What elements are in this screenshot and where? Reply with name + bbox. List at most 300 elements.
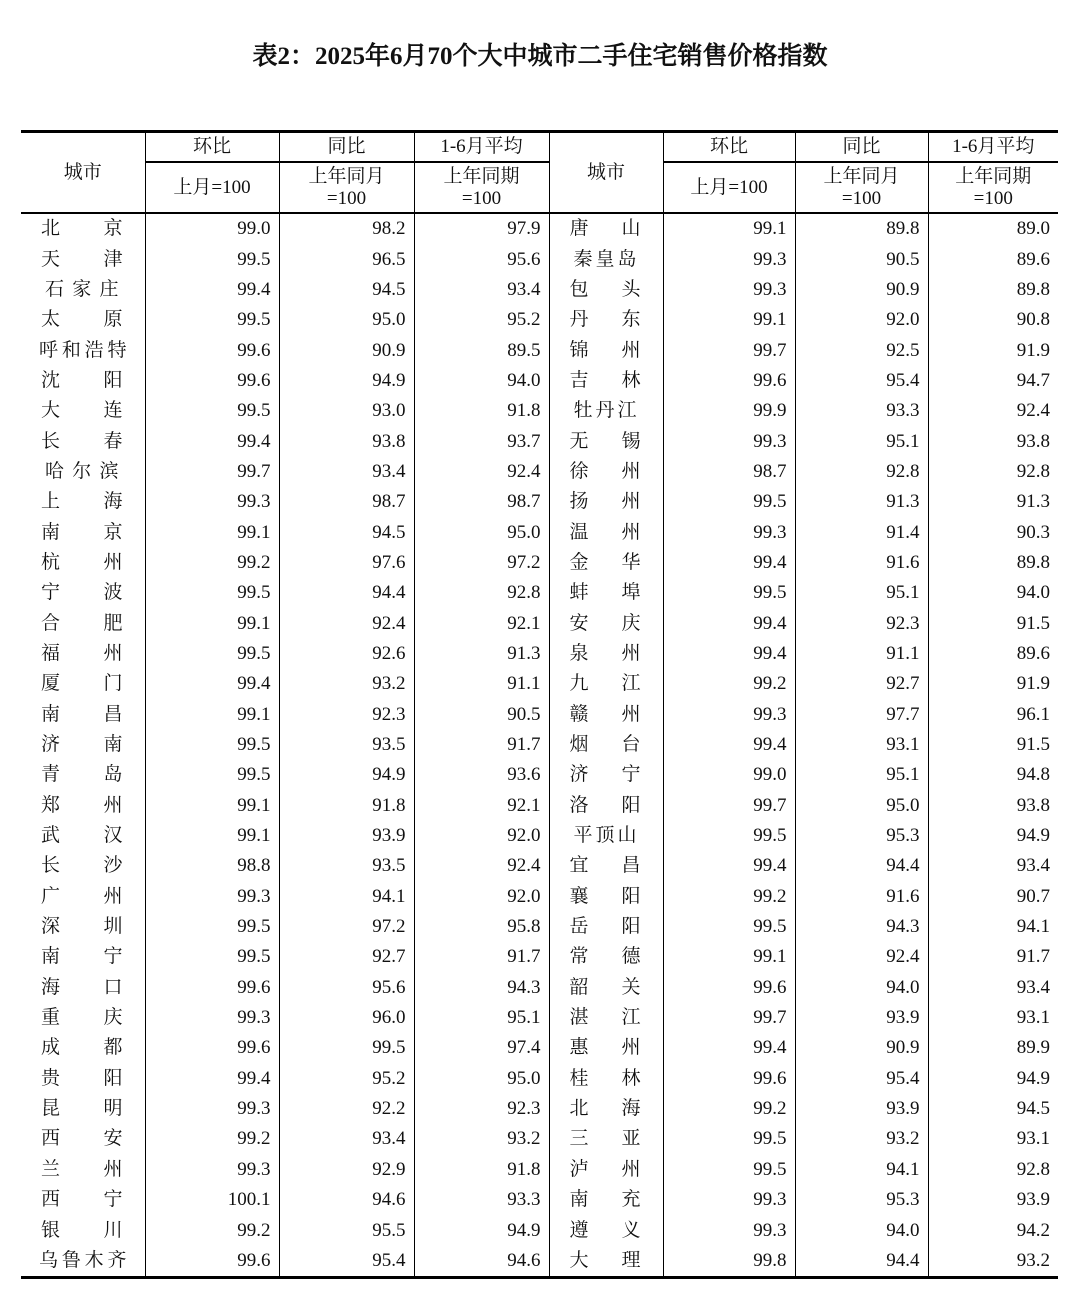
city-name-left: 西 宁 xyxy=(21,1185,145,1215)
avg-value-right: 93.1 xyxy=(928,1003,1058,1033)
mom-value-right: 99.2 xyxy=(663,1094,795,1124)
avg-value-right: 94.8 xyxy=(928,760,1058,790)
table-row xyxy=(21,700,1058,730)
avg-value-left: 91.7 xyxy=(414,942,549,972)
table-row xyxy=(21,882,1058,912)
mom-value-right: 99.5 xyxy=(663,821,795,851)
mom-value-right: 99.4 xyxy=(663,608,795,638)
city-name-left: 天 津 xyxy=(21,244,145,274)
city-name-right: 湛 江 xyxy=(549,1003,663,1033)
yoy-value-right: 89.8 xyxy=(795,213,928,244)
avg-value-right: 93.1 xyxy=(928,1124,1058,1154)
avg-value-right: 93.9 xyxy=(928,1185,1058,1215)
table-row xyxy=(21,396,1058,426)
yoy-value-right: 94.4 xyxy=(795,1246,928,1278)
mom-value-right: 99.4 xyxy=(663,730,795,760)
city-name-right: 常 德 xyxy=(549,942,663,972)
mom-value-left: 99.5 xyxy=(145,730,279,760)
mom-value-left: 99.1 xyxy=(145,517,279,547)
table-row xyxy=(21,791,1058,821)
yoy-value-left: 92.2 xyxy=(279,1094,414,1124)
mom-value-right: 99.3 xyxy=(663,1185,795,1215)
mom-value-right: 99.8 xyxy=(663,1246,795,1278)
yoy-value-left: 93.8 xyxy=(279,426,414,456)
mom-value-right: 99.6 xyxy=(663,973,795,1003)
avg-value-left: 94.3 xyxy=(414,973,549,1003)
avg-value-right: 93.8 xyxy=(928,791,1058,821)
avg-value-right: 91.5 xyxy=(928,608,1058,638)
city-name-right: 襄 阳 xyxy=(549,882,663,912)
city-name-left: 武 汉 xyxy=(21,821,145,851)
avg-value-right: 94.9 xyxy=(928,1064,1058,1094)
avg-value-left: 93.4 xyxy=(414,275,549,305)
yoy-value-left: 95.4 xyxy=(279,1246,414,1278)
avg-value-right: 89.8 xyxy=(928,275,1058,305)
mom-value-right: 99.4 xyxy=(663,548,795,578)
mom-value-left: 99.3 xyxy=(145,882,279,912)
mom-value-right: 99.2 xyxy=(663,669,795,699)
mom-value-right: 99.6 xyxy=(663,366,795,396)
city-name-left: 沈 阳 xyxy=(21,366,145,396)
avg-value-left: 97.4 xyxy=(414,1033,549,1063)
avg-value-right: 94.7 xyxy=(928,366,1058,396)
mom-value-left: 99.5 xyxy=(145,942,279,972)
yoy-value-right: 95.4 xyxy=(795,366,928,396)
avg-value-right: 96.1 xyxy=(928,700,1058,730)
mom-value-right: 99.3 xyxy=(663,426,795,456)
avg-value-left: 95.1 xyxy=(414,1003,549,1033)
city-name-left: 长 沙 xyxy=(21,851,145,881)
table-row xyxy=(21,1215,1058,1245)
avg-value-left: 91.7 xyxy=(414,730,549,760)
city-name-left: 南 京 xyxy=(21,517,145,547)
mom-value-left: 99.3 xyxy=(145,487,279,517)
city-name-right: 金 华 xyxy=(549,548,663,578)
mom-value-right: 99.5 xyxy=(663,1155,795,1185)
mom-value-right: 99.3 xyxy=(663,517,795,547)
table-row xyxy=(21,1185,1058,1215)
table-row xyxy=(21,426,1058,456)
avg-value-left: 92.4 xyxy=(414,457,549,487)
mom-value-right: 99.5 xyxy=(663,912,795,942)
city-name-left: 深 圳 xyxy=(21,912,145,942)
yoy-value-left: 98.7 xyxy=(279,487,414,517)
header-avg-base-left: 上年同期 =100 xyxy=(414,162,549,213)
avg-value-left: 92.4 xyxy=(414,851,549,881)
table-row xyxy=(21,1094,1058,1124)
mom-value-left: 99.6 xyxy=(145,335,279,365)
city-name-right: 济 宁 xyxy=(549,760,663,790)
mom-value-right: 99.7 xyxy=(663,791,795,821)
avg-value-left: 92.8 xyxy=(414,578,549,608)
mom-value-left: 100.1 xyxy=(145,1185,279,1215)
yoy-value-right: 95.0 xyxy=(795,791,928,821)
city-name-left: 太 原 xyxy=(21,305,145,335)
mom-value-right: 99.0 xyxy=(663,760,795,790)
table-row xyxy=(21,1155,1058,1185)
yoy-value-left: 94.6 xyxy=(279,1185,414,1215)
yoy-value-left: 94.5 xyxy=(279,275,414,305)
table-row xyxy=(21,548,1058,578)
header-yoy-right: 同比 xyxy=(795,132,928,163)
city-name-right: 温 州 xyxy=(549,517,663,547)
city-name-right: 惠 州 xyxy=(549,1033,663,1063)
yoy-value-left: 90.9 xyxy=(279,335,414,365)
mom-value-right: 99.7 xyxy=(663,335,795,365)
mom-value-left: 99.1 xyxy=(145,700,279,730)
table-body xyxy=(21,213,1058,1278)
avg-value-left: 93.7 xyxy=(414,426,549,456)
yoy-value-right: 93.2 xyxy=(795,1124,928,1154)
yoy-value-left: 94.5 xyxy=(279,517,414,547)
yoy-value-left: 99.5 xyxy=(279,1033,414,1063)
table-row xyxy=(21,608,1058,638)
table-row xyxy=(21,517,1058,547)
mom-value-right: 99.1 xyxy=(663,305,795,335)
yoy-value-right: 94.4 xyxy=(795,851,928,881)
yoy-value-right: 91.4 xyxy=(795,517,928,547)
yoy-value-left: 93.2 xyxy=(279,669,414,699)
mom-value-right: 99.4 xyxy=(663,1033,795,1063)
avg-value-left: 95.2 xyxy=(414,305,549,335)
avg-value-left: 97.9 xyxy=(414,213,549,244)
city-name-right: 锦 州 xyxy=(549,335,663,365)
mom-value-left: 99.5 xyxy=(145,760,279,790)
city-name-right: 秦 皇 岛 xyxy=(549,244,663,274)
city-name-left: 广 州 xyxy=(21,882,145,912)
yoy-value-right: 95.1 xyxy=(795,426,928,456)
yoy-value-left: 92.7 xyxy=(279,942,414,972)
table-row xyxy=(21,305,1058,335)
table-row xyxy=(21,973,1058,1003)
city-name-left: 南 宁 xyxy=(21,942,145,972)
yoy-value-left: 92.9 xyxy=(279,1155,414,1185)
avg-value-right: 90.8 xyxy=(928,305,1058,335)
yoy-value-right: 95.3 xyxy=(795,821,928,851)
city-name-left: 成 都 xyxy=(21,1033,145,1063)
mom-value-right: 99.3 xyxy=(663,244,795,274)
yoy-value-right: 90.9 xyxy=(795,1033,928,1063)
table-row xyxy=(21,275,1058,305)
city-name-right: 遵 义 xyxy=(549,1215,663,1245)
table-row xyxy=(21,851,1058,881)
yoy-value-left: 96.5 xyxy=(279,244,414,274)
avg-value-right: 94.9 xyxy=(928,821,1058,851)
header-mom-base-left: 上月=100 xyxy=(145,162,279,213)
avg-value-right: 91.5 xyxy=(928,730,1058,760)
mom-value-left: 99.1 xyxy=(145,608,279,638)
mom-value-left: 99.5 xyxy=(145,912,279,942)
avg-value-left: 93.2 xyxy=(414,1124,549,1154)
mom-value-right: 99.2 xyxy=(663,882,795,912)
city-name-left: 大 连 xyxy=(21,396,145,426)
avg-value-left: 95.6 xyxy=(414,244,549,274)
mom-value-left: 99.5 xyxy=(145,305,279,335)
city-name-right: 韶 关 xyxy=(549,973,663,1003)
mom-value-left: 99.4 xyxy=(145,275,279,305)
yoy-value-left: 94.1 xyxy=(279,882,414,912)
avg-value-left: 95.0 xyxy=(414,1064,549,1094)
avg-value-right: 91.3 xyxy=(928,487,1058,517)
city-name-right: 平 顶 山 xyxy=(549,821,663,851)
avg-value-right: 94.5 xyxy=(928,1094,1058,1124)
table-row xyxy=(21,244,1058,274)
header-mom-left: 环比 xyxy=(145,132,279,163)
city-name-left: 乌 鲁 木 齐 xyxy=(21,1246,145,1278)
avg-value-left: 92.1 xyxy=(414,608,549,638)
yoy-value-left: 97.6 xyxy=(279,548,414,578)
mom-value-left: 98.8 xyxy=(145,851,279,881)
city-name-right: 徐 州 xyxy=(549,457,663,487)
city-name-left: 青 岛 xyxy=(21,760,145,790)
mom-value-left: 99.4 xyxy=(145,1064,279,1094)
avg-value-left: 97.2 xyxy=(414,548,549,578)
mom-value-right: 99.3 xyxy=(663,1215,795,1245)
mom-value-left: 99.3 xyxy=(145,1094,279,1124)
city-name-left: 重 庆 xyxy=(21,1003,145,1033)
yoy-value-left: 92.3 xyxy=(279,700,414,730)
yoy-value-right: 91.1 xyxy=(795,639,928,669)
avg-value-right: 92.8 xyxy=(928,1155,1058,1185)
mom-value-right: 99.5 xyxy=(663,1124,795,1154)
yoy-value-right: 92.8 xyxy=(795,457,928,487)
avg-value-left: 92.3 xyxy=(414,1094,549,1124)
avg-value-right: 93.2 xyxy=(928,1246,1058,1278)
header-avg-left: 1-6月平均 xyxy=(414,132,549,163)
mom-value-left: 99.1 xyxy=(145,791,279,821)
avg-value-right: 90.3 xyxy=(928,517,1058,547)
mom-value-left: 99.1 xyxy=(145,821,279,851)
mom-value-left: 99.6 xyxy=(145,366,279,396)
mom-value-left: 99.0 xyxy=(145,213,279,244)
mom-value-left: 99.2 xyxy=(145,548,279,578)
avg-value-left: 92.0 xyxy=(414,882,549,912)
city-name-left: 杭 州 xyxy=(21,548,145,578)
avg-value-left: 90.5 xyxy=(414,700,549,730)
yoy-value-right: 95.1 xyxy=(795,578,928,608)
avg-value-right: 94.0 xyxy=(928,578,1058,608)
avg-value-left: 92.0 xyxy=(414,821,549,851)
table-row xyxy=(21,760,1058,790)
avg-value-right: 92.4 xyxy=(928,396,1058,426)
city-name-right: 宜 昌 xyxy=(549,851,663,881)
yoy-value-right: 95.3 xyxy=(795,1185,928,1215)
mom-value-left: 99.6 xyxy=(145,1033,279,1063)
yoy-value-left: 95.6 xyxy=(279,973,414,1003)
city-name-left: 海 口 xyxy=(21,973,145,1003)
table-row xyxy=(21,366,1058,396)
yoy-value-right: 94.1 xyxy=(795,1155,928,1185)
avg-value-right: 93.4 xyxy=(928,973,1058,1003)
city-name-left: 济 南 xyxy=(21,730,145,760)
header-avg-right: 1-6月平均 xyxy=(928,132,1058,163)
city-name-right: 岳 阳 xyxy=(549,912,663,942)
city-name-right: 南 充 xyxy=(549,1185,663,1215)
yoy-value-right: 92.0 xyxy=(795,305,928,335)
avg-value-left: 94.9 xyxy=(414,1215,549,1245)
header-city-right: 城市 xyxy=(549,132,663,214)
table-row xyxy=(21,730,1058,760)
mom-value-right: 99.6 xyxy=(663,1064,795,1094)
yoy-value-right: 93.3 xyxy=(795,396,928,426)
city-name-right: 九 江 xyxy=(549,669,663,699)
avg-value-right: 90.7 xyxy=(928,882,1058,912)
mom-value-left: 99.5 xyxy=(145,244,279,274)
yoy-value-right: 93.9 xyxy=(795,1003,928,1033)
yoy-value-left: 94.9 xyxy=(279,366,414,396)
city-name-right: 桂 林 xyxy=(549,1064,663,1094)
city-name-right: 唐 山 xyxy=(549,213,663,244)
header-city-left: 城市 xyxy=(21,132,145,214)
city-name-right: 丹 东 xyxy=(549,305,663,335)
header-avg-base-right: 上年同期 =100 xyxy=(928,162,1058,213)
city-name-left: 长 春 xyxy=(21,426,145,456)
yoy-value-left: 93.9 xyxy=(279,821,414,851)
avg-value-right: 91.9 xyxy=(928,669,1058,699)
header-yoy-base-left: 上年同月 =100 xyxy=(279,162,414,213)
yoy-value-right: 90.9 xyxy=(795,275,928,305)
city-name-left: 郑 州 xyxy=(21,791,145,821)
city-name-left: 合 肥 xyxy=(21,608,145,638)
yoy-value-right: 94.0 xyxy=(795,1215,928,1245)
mom-value-right: 99.3 xyxy=(663,275,795,305)
table-row xyxy=(21,639,1058,669)
table-row xyxy=(21,821,1058,851)
yoy-value-right: 94.3 xyxy=(795,912,928,942)
avg-value-right: 89.9 xyxy=(928,1033,1058,1063)
mom-value-right: 99.5 xyxy=(663,487,795,517)
yoy-value-left: 94.4 xyxy=(279,578,414,608)
yoy-value-right: 97.7 xyxy=(795,700,928,730)
avg-value-right: 92.8 xyxy=(928,457,1058,487)
avg-value-right: 91.7 xyxy=(928,942,1058,972)
mom-value-left: 99.5 xyxy=(145,396,279,426)
avg-value-right: 89.6 xyxy=(928,244,1058,274)
table-row xyxy=(21,213,1058,244)
table-row xyxy=(21,1064,1058,1094)
mom-value-right: 99.1 xyxy=(663,213,795,244)
city-name-right: 安 庆 xyxy=(549,608,663,638)
city-name-right: 无 锡 xyxy=(549,426,663,456)
mom-value-left: 99.7 xyxy=(145,457,279,487)
city-name-left: 南 昌 xyxy=(21,700,145,730)
avg-value-left: 94.0 xyxy=(414,366,549,396)
city-name-left: 西 安 xyxy=(21,1124,145,1154)
city-name-right: 北 海 xyxy=(549,1094,663,1124)
mom-value-left: 99.2 xyxy=(145,1215,279,1245)
yoy-value-left: 92.6 xyxy=(279,639,414,669)
yoy-value-left: 93.4 xyxy=(279,1124,414,1154)
yoy-value-left: 95.2 xyxy=(279,1064,414,1094)
city-name-right: 吉 林 xyxy=(549,366,663,396)
avg-value-left: 89.5 xyxy=(414,335,549,365)
city-name-right: 泉 州 xyxy=(549,639,663,669)
yoy-value-left: 92.4 xyxy=(279,608,414,638)
city-name-left: 银 川 xyxy=(21,1215,145,1245)
header-yoy-base-right: 上年同月 =100 xyxy=(795,162,928,213)
table-row xyxy=(21,942,1058,972)
table-row xyxy=(21,487,1058,517)
yoy-value-left: 91.8 xyxy=(279,791,414,821)
avg-value-right: 94.1 xyxy=(928,912,1058,942)
table-row xyxy=(21,912,1058,942)
mom-value-left: 99.6 xyxy=(145,973,279,1003)
city-name-left: 昆 明 xyxy=(21,1094,145,1124)
price-index-table xyxy=(21,130,1058,1279)
yoy-value-right: 92.3 xyxy=(795,608,928,638)
avg-value-left: 91.8 xyxy=(414,396,549,426)
table-row xyxy=(21,1246,1058,1278)
avg-value-left: 95.0 xyxy=(414,517,549,547)
yoy-value-right: 94.0 xyxy=(795,973,928,1003)
avg-value-left: 91.3 xyxy=(414,639,549,669)
city-name-right: 包 头 xyxy=(549,275,663,305)
city-name-right: 扬 州 xyxy=(549,487,663,517)
avg-value-left: 93.3 xyxy=(414,1185,549,1215)
avg-value-right: 89.8 xyxy=(928,548,1058,578)
avg-value-left: 91.1 xyxy=(414,669,549,699)
header-mom-right: 环比 xyxy=(663,132,795,163)
city-name-right: 牡 丹 江 xyxy=(549,396,663,426)
yoy-value-left: 95.5 xyxy=(279,1215,414,1245)
yoy-value-right: 92.4 xyxy=(795,942,928,972)
avg-value-right: 89.0 xyxy=(928,213,1058,244)
city-name-right: 烟 台 xyxy=(549,730,663,760)
table-row xyxy=(21,457,1058,487)
city-name-left: 北 京 xyxy=(21,213,145,244)
city-name-right: 赣 州 xyxy=(549,700,663,730)
mom-value-left: 99.4 xyxy=(145,426,279,456)
city-name-right: 三 亚 xyxy=(549,1124,663,1154)
avg-value-left: 95.8 xyxy=(414,912,549,942)
mom-value-left: 99.3 xyxy=(145,1003,279,1033)
mom-value-left: 99.2 xyxy=(145,1124,279,1154)
yoy-value-right: 90.5 xyxy=(795,244,928,274)
yoy-value-left: 98.2 xyxy=(279,213,414,244)
yoy-value-left: 93.0 xyxy=(279,396,414,426)
table-row xyxy=(21,335,1058,365)
mom-value-right: 99.4 xyxy=(663,639,795,669)
city-name-left: 上 海 xyxy=(21,487,145,517)
avg-value-left: 94.6 xyxy=(414,1246,549,1278)
yoy-value-right: 91.6 xyxy=(795,548,928,578)
city-name-left: 兰 州 xyxy=(21,1155,145,1185)
city-name-right: 洛 阳 xyxy=(549,791,663,821)
city-name-left: 呼 和 浩 特 xyxy=(21,335,145,365)
yoy-value-right: 92.5 xyxy=(795,335,928,365)
mom-value-left: 99.6 xyxy=(145,1246,279,1278)
avg-value-left: 92.1 xyxy=(414,791,549,821)
avg-value-left: 98.7 xyxy=(414,487,549,517)
city-name-right: 蚌 埠 xyxy=(549,578,663,608)
yoy-value-right: 92.7 xyxy=(795,669,928,699)
mom-value-left: 99.5 xyxy=(145,639,279,669)
yoy-value-right: 91.6 xyxy=(795,882,928,912)
yoy-value-right: 91.3 xyxy=(795,487,928,517)
yoy-value-left: 93.5 xyxy=(279,851,414,881)
avg-value-right: 91.9 xyxy=(928,335,1058,365)
yoy-value-left: 97.2 xyxy=(279,912,414,942)
mom-value-right: 98.7 xyxy=(663,457,795,487)
header-mom-base-right: 上月=100 xyxy=(663,162,795,213)
mom-value-left: 99.3 xyxy=(145,1155,279,1185)
city-name-left: 贵 阳 xyxy=(21,1064,145,1094)
mom-value-right: 99.4 xyxy=(663,851,795,881)
yoy-value-left: 93.5 xyxy=(279,730,414,760)
yoy-value-left: 93.4 xyxy=(279,457,414,487)
mom-value-left: 99.4 xyxy=(145,669,279,699)
avg-value-left: 91.8 xyxy=(414,1155,549,1185)
